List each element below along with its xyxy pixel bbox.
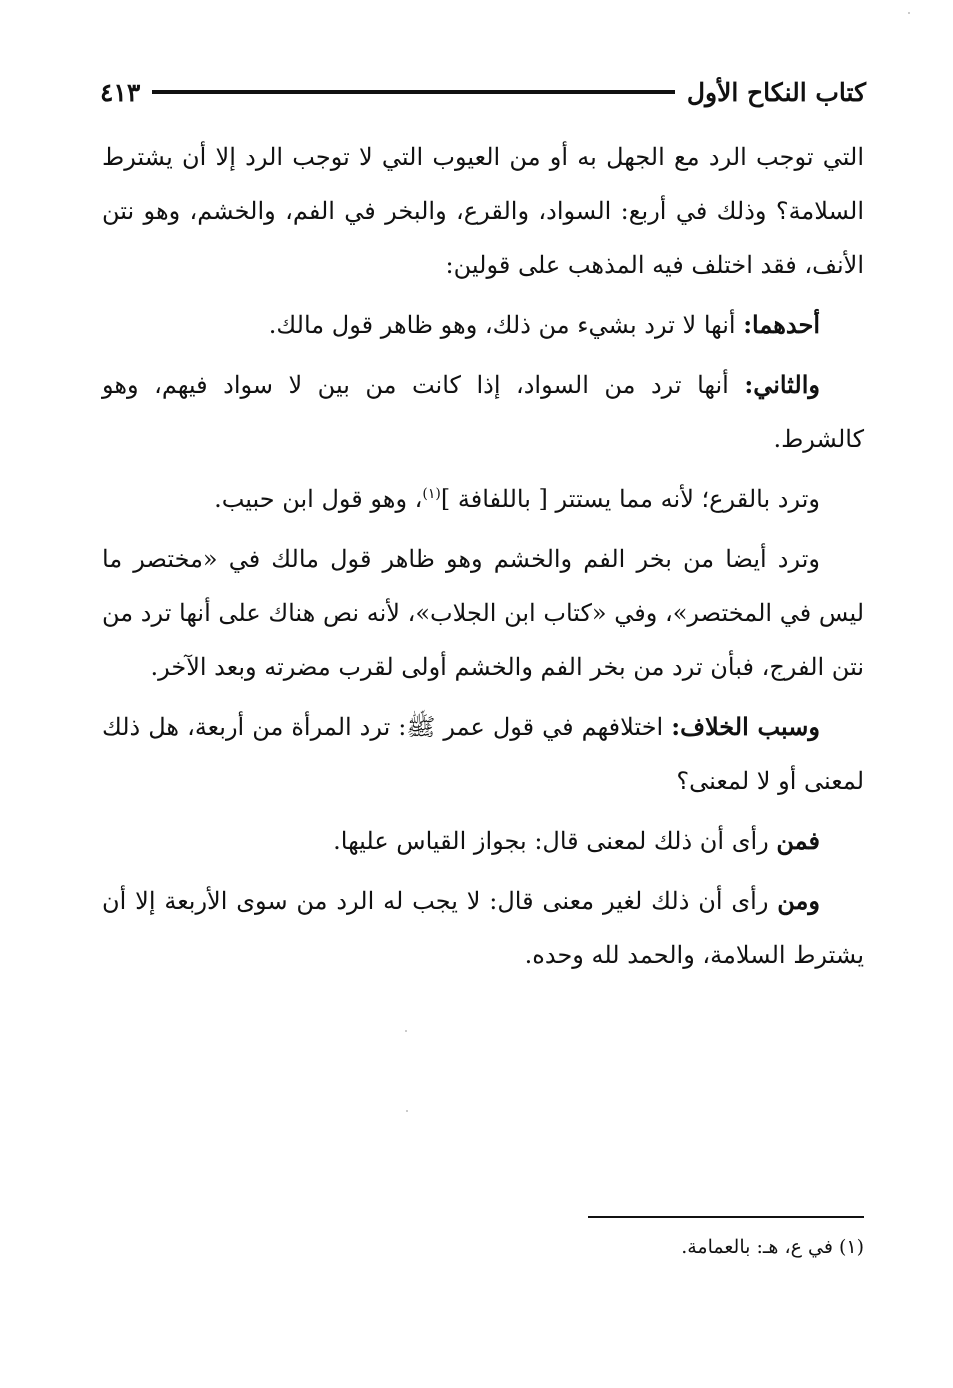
paragraph-text: أنها لا ترد بشيء من ذلك، وهو ظاهر قول مالك.	[268, 311, 744, 339]
paragraph-8	[102, 874, 864, 982]
paragraph-text: رأى أن ذلك لغير معنى قال: لا يجب له الرد من سوى الأربعة إلا أن يشترط السلامة، والحمد لله وحده.	[102, 887, 864, 969]
header-rule	[152, 90, 675, 94]
footnote-rule	[588, 1216, 864, 1218]
paragraph-text: التي توجب الرد مع الجهل به أو من العيوب التي لا توجب الرد إلا أن يشترط السلامة؟ وذلك في أربع: السواد، والقرع، والبخر في الفم، والخشم، وهو نتن الأنف، فقد اختلف فيه المذهب على قولين:	[102, 143, 864, 279]
paragraph-lead: فمن	[776, 826, 820, 855]
paragraph-text: رأى أن ذلك لمعنى قال: بجواز القياس عليها.	[333, 827, 777, 855]
body-text	[102, 130, 864, 988]
paragraph-7	[102, 814, 864, 868]
chapter-title: كتاب النكاح الأول	[686, 77, 866, 107]
paragraph-text: وترد أيضا من بخر الفم والخشم وهو ظاهر قول مالك في «مختصر ما ليس في المختصر»، وفي «كتاب ابن الجلاب»، لأنه نص هناك على أنها ترد من نتن الفرج، فبأن ترد من بخر الفم والخشم أولى لقرب مضرته وبعد الآخر.	[102, 545, 864, 681]
scan-speck	[406, 1110, 408, 1112]
paragraph-3	[102, 358, 864, 466]
paragraph-5	[102, 532, 864, 694]
running-header	[100, 72, 866, 112]
paragraph-text: اختلافهم في قول عمر ﷺ: ترد المرأة من أربعة، هل ذلك لمعنى أو لا لمعنى؟	[102, 713, 864, 795]
footnote: (١) في ع، هـ: بالعمامة.	[681, 1236, 864, 1258]
footnote-marker: (١)	[422, 486, 441, 502]
paragraph-1	[102, 130, 864, 292]
paragraph-6	[102, 700, 864, 808]
paragraph-text: أنها ترد من السواد، إذا كانت من بين لا سواد فيهم، وهو كالشرط.	[102, 371, 864, 453]
paragraph-lead: وسبب الخلاف:	[671, 712, 820, 741]
scan-speck	[908, 12, 910, 14]
paragraph-text: وترد بالقرع؛ لأنه مما يستتر [ باللفافة ]	[440, 485, 820, 513]
paragraph-4	[102, 472, 864, 526]
paragraph-2	[102, 298, 864, 352]
paragraph-lead: والثاني:	[744, 370, 820, 399]
paragraph-lead: ومن	[777, 886, 820, 915]
scan-speck	[405, 1030, 407, 1032]
paragraph-text-after: ، وهو قول ابن حبيب.	[214, 485, 423, 513]
page-number: ٤١٣	[100, 77, 141, 107]
paragraph-lead: أحدهما:	[743, 310, 820, 339]
